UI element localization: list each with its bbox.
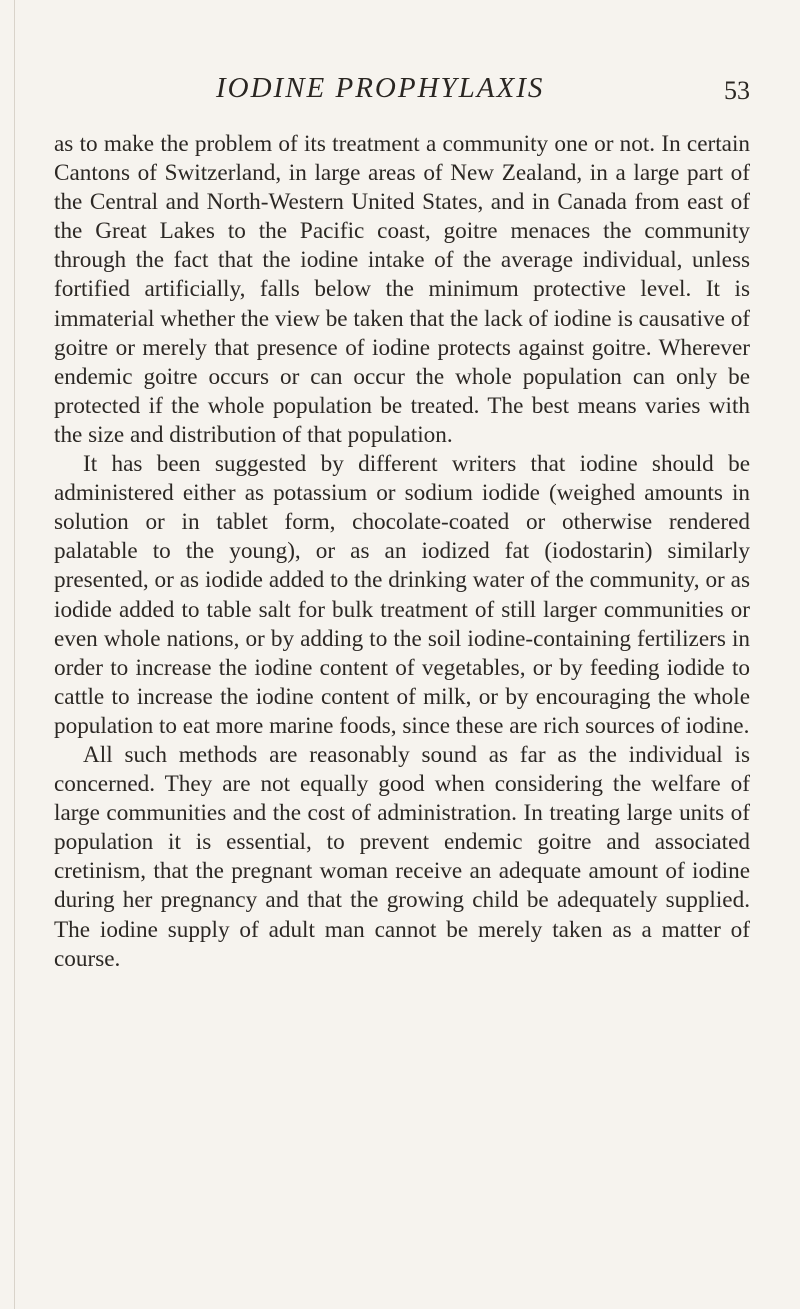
- body-text: [54, 130, 750, 974]
- paragraph-methods: It has been suggested by different writers that iodine should be administered either as potassium or sodium iodide (weighed amounts in solution or in tablet form, chocolate-coated or otherwise rendered palatable to the young), or as an iodized fat (iodostarin) similarly presented, or as iodide added to the drinking water of the community, or as iodide added to table salt for bulk treatment of still larger communities or even whole nations, or by adding to the soil iodine-containing fertilizers in order to increase the iodine content of vegetables, or by feeding iodide to cattle to increase the iodine content of milk, or by encouraging the whole population to eat more marine foods, since these are rich sources of iodine.: [54, 451, 750, 739]
- paragraph-continuation: as to make the problem of its treatment a community one or not. In certain Cantons of Switzerland, in large areas of New Zealand, in a large part of the Central and North-Western United States, and in Canada from east of the Great Lakes to the Pacific coast, goitre menaces the community through the fact that the iodine intake of the average individual, unless fortified artificially, falls below the minimum protective level. It is immaterial whether the view be taken that the lack of iodine is causative of goitre or merely that presence of iodine protects against goitre. Wherever endemic goitre occurs or can occur the whole population can only be protected if the whole population be treated. The best means varies with the size and distribution of that population.: [54, 131, 751, 448]
- page-edge-shadow: [14, 0, 15, 1309]
- page-number: 53: [724, 76, 750, 105]
- running-head: [0, 72, 800, 112]
- running-title: IODINE PROPHYLAXIS: [216, 72, 545, 104]
- paragraph-evaluation: All such methods are reasonably sound as far as the individual is concerned. They are not equally good when considering the welfare of large communities and the cost of administration. In treating large units of population it is essential, to prevent endemic goitre and associated cretinism, that the pregnant woman receive an adequate amount of iodine during her pregnancy and that the growing child be adequately supplied. The iodine supply of adult man cannot be merely taken as a matter of course.: [54, 741, 750, 972]
